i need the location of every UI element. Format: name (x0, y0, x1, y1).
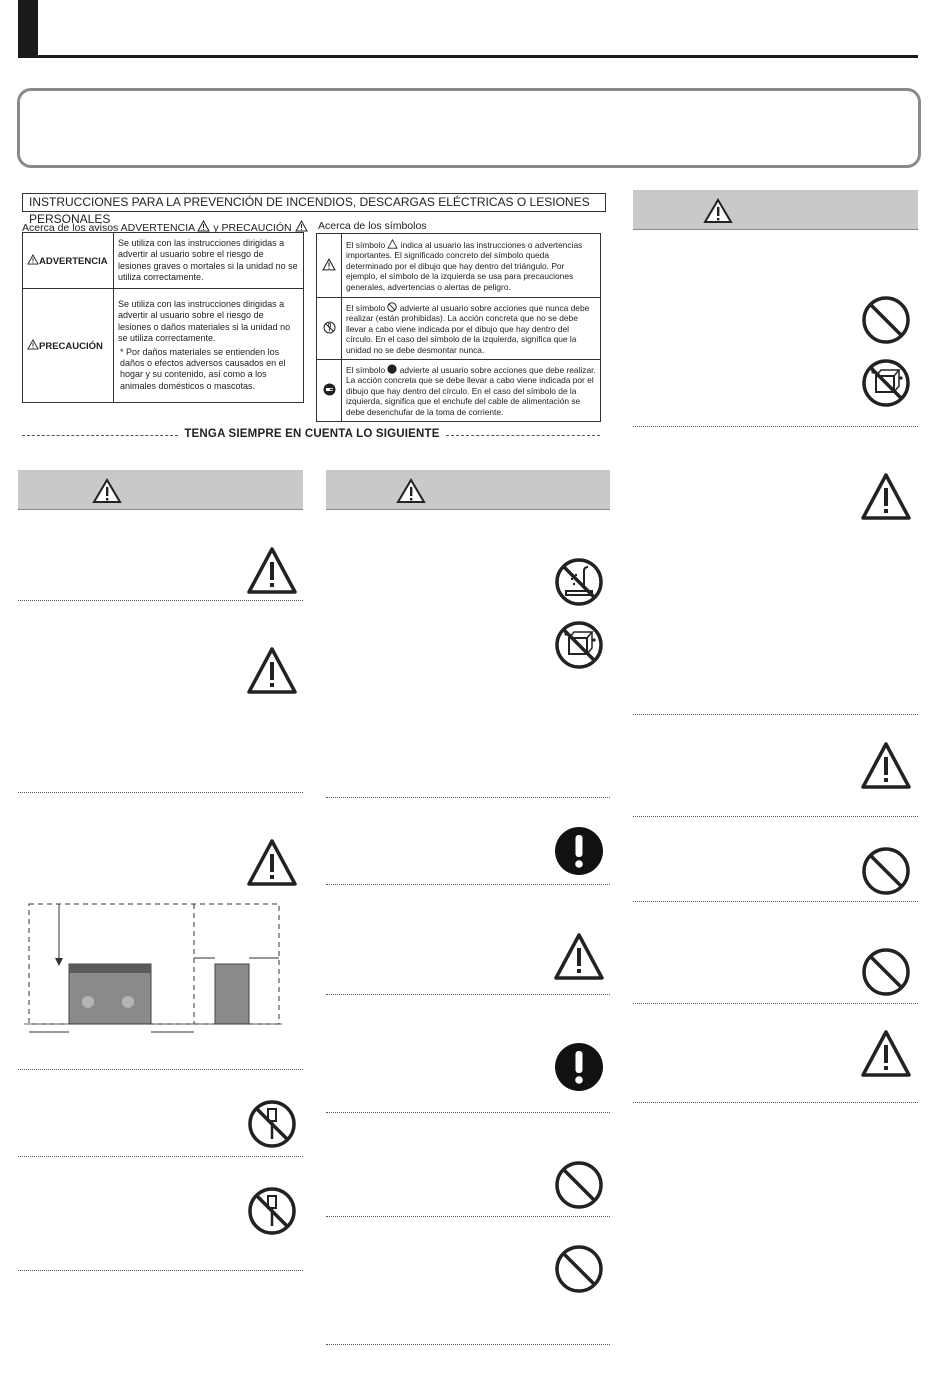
header-block (18, 0, 38, 57)
amplifier-side-view (215, 964, 249, 1024)
unplug-icon (323, 383, 336, 396)
item-separator (18, 1270, 303, 1271)
warning-def-tag-cell (23, 233, 114, 289)
warning-def-note: * Por daños materiales se entienden los daños o efectos adversos causados en el hogar y su contenido, así como a los animales domésticos o mascotas. (120, 346, 286, 391)
no-wet-icon (554, 620, 604, 670)
item-separator (326, 797, 610, 798)
warning-triangle-icon (197, 220, 210, 232)
item-separator (633, 714, 918, 715)
item-separator (18, 792, 303, 793)
warning-def-text-cell (114, 289, 304, 403)
warning-defs-table (22, 232, 304, 403)
warning-def-row (23, 289, 304, 403)
no-disassemble-icon (247, 1186, 297, 1236)
item-separator (326, 884, 610, 885)
warnings-label-prefix: Acerca de los avisos ADVERTENCIA (22, 222, 195, 234)
symbol-def-text: advierte al usuario sobre acciones que debe realizar. La acción concreta que se debe llevar a cabo viene indicada por el dibujo que hay dentro del círculo. En el caso del símbolo de la izquierda, significa que el enchufe del cable de alimentación se debe desenchufar de la toma de corriente. (346, 364, 596, 417)
warning-triangle-icon (861, 472, 911, 522)
symbol-def-pre: El símbolo (346, 364, 386, 375)
prohibited-icon (554, 1244, 604, 1294)
mandatory-action-icon (554, 826, 604, 876)
item-separator (326, 994, 610, 995)
warning-triangle-icon (247, 838, 297, 888)
no-disassemble-icon (247, 1099, 297, 1149)
symbol-def-row (317, 234, 601, 298)
warning-def-text: Se utiliza con las instrucciones dirigidas a advertir al usuario sobre el riesgo de lesiones o daños materiales si la unidad no se utiliza correctamente. (118, 298, 291, 344)
symbol-def-text: advierte al usuario sobre acciones que nunca debe realizar (están prohibidas). La acción concreta que no se debe llevar a cabo viene indicada por el dibujo que hay dentro del círculo. En el caso del símbolo de la izquierda, significa que la unidad no se debe desmontar nunca. (346, 302, 590, 355)
prohibited-icon (554, 1160, 604, 1210)
warning-band-right (633, 190, 918, 230)
item-separator (18, 1156, 303, 1157)
mandatory-action-icon (554, 1042, 604, 1092)
warning-triangle-icon (703, 198, 733, 224)
title-box (17, 88, 921, 168)
warning-def-text: Se utiliza con las instrucciones dirigidas a advertir al usuario sobre el riesgo de lesiones graves o mortales si la unidad no se utiliza correctamente. (114, 233, 304, 289)
warning-triangle-icon (322, 258, 336, 271)
item-separator (18, 1069, 303, 1070)
item-separator (633, 901, 918, 902)
warning-triangle-icon (295, 220, 308, 232)
symbol-def-row (317, 360, 601, 422)
warning-triangle-icon (396, 478, 426, 504)
symbol-def-text-cell (342, 298, 601, 360)
warning-triangle-icon (247, 646, 297, 696)
keep-in-mind-separator (22, 428, 600, 442)
precaucion-tag: PRECAUCIÓN (39, 340, 103, 352)
warning-band-left (18, 470, 303, 510)
warning-triangle-icon (92, 478, 122, 504)
prohibited-icon (861, 846, 911, 896)
item-separator (633, 426, 918, 427)
dashed-line (446, 435, 600, 436)
prohibited-icon (861, 295, 911, 345)
warning-def-row (23, 233, 304, 289)
item-separator (633, 816, 918, 817)
no-shower-icon (554, 557, 604, 607)
warnings-label-mid: y PRECAUCIÓN (213, 222, 292, 234)
warning-triangle-icon (554, 932, 604, 982)
symbol-def-row (317, 298, 601, 360)
item-separator (633, 1003, 918, 1004)
no-wet-icon (861, 358, 911, 408)
warning-triangle-icon (861, 1029, 911, 1079)
keep-in-mind-heading: TENGA SIEMPRE EN CUENTA LO SIGUIENTE (184, 428, 440, 440)
mandatory-icon (387, 364, 397, 374)
ventilation-clearance-diagram (24, 902, 284, 1042)
warning-def-tag (27, 256, 108, 267)
symbol-def-icon-cell (317, 360, 342, 422)
symbol-def-pre: El símbolo (346, 239, 386, 250)
warning-triangle-icon (861, 741, 911, 791)
item-separator (633, 1102, 918, 1103)
symbol-def-icon-cell (317, 234, 342, 298)
dashed-line (22, 435, 178, 436)
symbols-label: Acerca de los símbolos (318, 220, 427, 232)
warning-triangle-icon (247, 546, 297, 596)
warning-def-tag (27, 341, 103, 352)
warning-triangle-icon (387, 239, 398, 249)
instructions-title: INSTRUCCIONES PARA LA PREVENCIÓN DE INCENDIOS, DESCARGAS ELÉCTRICAS O LESIONES PERSONALES (22, 193, 606, 212)
symbol-def-text-cell (342, 360, 601, 422)
item-separator (326, 1112, 610, 1113)
symbol-def-icon-cell (317, 298, 342, 360)
warning-band-middle (326, 470, 610, 510)
warning-triangle-icon (27, 254, 39, 265)
prohibited-icon (387, 302, 397, 312)
item-separator (18, 600, 303, 601)
item-separator (326, 1216, 610, 1217)
header-rule (18, 55, 918, 58)
advertencia-tag: ADVERTENCIA (39, 255, 108, 267)
prohibited-disassemble-icon (323, 321, 336, 334)
symbol-defs-table (316, 233, 601, 422)
warning-triangle-icon (27, 339, 39, 350)
prohibited-icon (861, 947, 911, 997)
symbol-def-text: indica al usuario las instrucciones o advertencias importantes. El significado concreto del símbolo queda determinado por el dibujo que hay dentro del triángulo. Por ejemplo, el símbolo de la izquierda se usa para precauciones generales, advertencias o alertas de peligro. (346, 239, 583, 292)
symbol-def-pre: El símbolo (346, 302, 386, 313)
item-separator (326, 1344, 610, 1345)
symbol-def-text-cell (342, 234, 601, 298)
warning-def-tag-cell (23, 289, 114, 403)
